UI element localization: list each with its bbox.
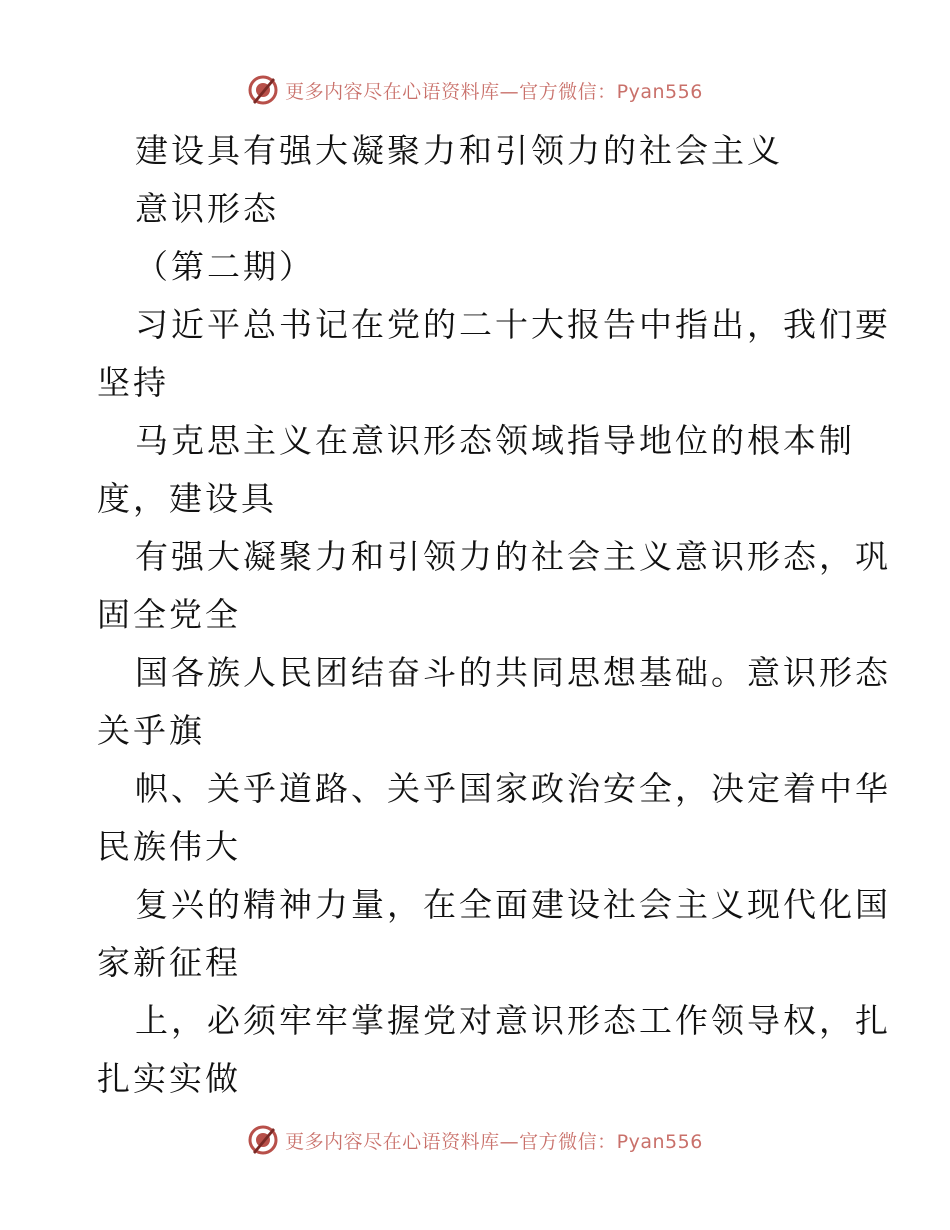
text-line: 习近平总书记在党的二十大报告中指出，我们要: [135, 305, 891, 344]
pen-seal-icon: [247, 74, 279, 106]
footer-banner: [0, 1120, 950, 1160]
text-line: 帜、关乎道路、关乎国家政治安全，决定着中华: [135, 769, 891, 808]
text-line: 家新征程: [97, 943, 241, 982]
footer-banner-text: 更多内容尽在心语资料库—官方微信：Pyan556: [285, 1130, 703, 1153]
text-line: 坚持: [97, 363, 169, 402]
text-line: 扎实实做: [97, 1059, 241, 1098]
document-body: [97, 122, 891, 1108]
text-line: 国各族人民团结奋斗的共同思想基础。意识形态: [135, 653, 891, 692]
text-line: 意识形态: [135, 189, 279, 228]
text-line: 有强大凝聚力和引领力的社会主义意识形态，巩: [135, 537, 891, 576]
text-line: （第二期）: [135, 247, 315, 286]
text-line: 固全党全: [97, 595, 241, 634]
pen-seal-icon: [247, 1124, 279, 1156]
header-banner: [0, 70, 950, 110]
text-line: 关乎旗: [97, 711, 205, 750]
header-banner-text: 更多内容尽在心语资料库—官方微信：Pyan556: [285, 80, 703, 103]
text-line: 度，建设具: [97, 479, 277, 518]
text-line: 复兴的精神力量，在全面建设社会主义现代化国: [135, 885, 891, 924]
text-line: 上，必须牢牢掌握党对意识形态工作领导权，扎: [135, 1001, 891, 1040]
text-line: 民族伟大: [97, 827, 241, 866]
text-line: 马克思主义在意识形态领域指导地位的根本制: [135, 421, 855, 460]
text-line: 建设具有强大凝聚力和引领力的社会主义: [135, 131, 783, 170]
